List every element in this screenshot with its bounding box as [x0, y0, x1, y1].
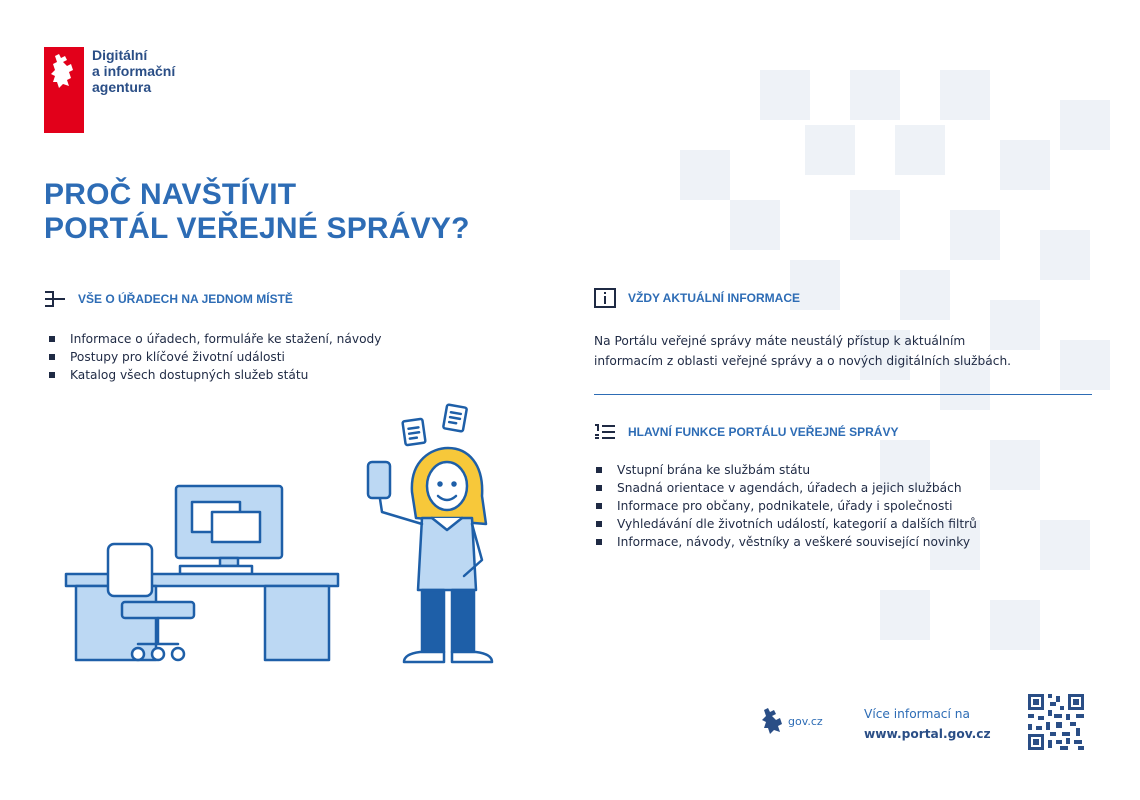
logo-text-line1: Digitální	[92, 47, 148, 63]
logo-red-block	[44, 47, 84, 133]
functions-list	[596, 461, 977, 551]
section-functions-title: HLAVNÍ FUNKCE PORTÁLU VEŘEJNÉ SPRÁVY	[628, 425, 899, 439]
gov-lion-icon	[760, 706, 784, 736]
section-current-heading	[594, 288, 800, 308]
logo-text-line3: agentura	[92, 79, 152, 95]
bullet-icon	[596, 503, 602, 509]
divider	[594, 394, 1092, 395]
section-current-line2: informacím z oblasti veřejné správy a o nových digitálních službách.	[594, 354, 1012, 368]
logo-text-line2: a informační	[92, 63, 176, 79]
bullet-icon	[49, 372, 55, 378]
sitemap-icon	[44, 290, 66, 308]
page-title	[44, 178, 470, 246]
bullet-icon	[596, 467, 602, 473]
lion-emblem-icon	[49, 52, 79, 92]
list-item: Vstupní brána ke službám státu	[596, 461, 977, 479]
more-info-text: Více informací na	[864, 707, 970, 721]
gov-logo	[760, 706, 823, 736]
info-icon	[594, 288, 616, 308]
bullet-icon	[49, 336, 55, 342]
list-item: Katalog všech dostupných služeb státu	[49, 366, 381, 384]
section-current-line1: Na Portálu veřejné správy máte neustálý přístup k aktuálním	[594, 334, 966, 348]
list-item: Informace pro občany, podnikatele, úřady i společnosti	[596, 497, 977, 515]
bullet-icon	[596, 539, 602, 545]
section-current-text	[594, 331, 1094, 371]
offices-list	[49, 330, 381, 384]
agency-logo	[44, 47, 175, 133]
portal-link[interactable]: www.portal.gov.cz	[864, 727, 991, 741]
list-item: Postupy pro klíčové životní události	[49, 348, 381, 366]
page-title-line2: PORTÁL VEŘEJNÉ SPRÁVY?	[44, 212, 470, 245]
bullet-icon	[596, 521, 602, 527]
section-functions-heading	[594, 423, 898, 441]
list-item: Informace, návody, věstníky a veškeré související novinky	[596, 533, 977, 551]
more-info	[864, 704, 991, 744]
gov-text: gov.cz	[788, 714, 823, 728]
list-item: Informace o úřadech, formuláře ke stažení, návody	[49, 330, 381, 348]
list-item: Snadná orientace v agendách, úřadech a jejich službách	[596, 479, 977, 497]
bullet-icon	[49, 354, 55, 360]
section-offices-title: VŠE O ÚŘADECH NA JEDNOM MÍSTĚ	[78, 292, 293, 306]
page-title-line1: PROČ NAVŠTÍVIT	[44, 178, 297, 211]
qr-code-icon[interactable]	[1026, 692, 1086, 752]
bullet-icon	[596, 485, 602, 491]
numbered-list-icon	[594, 423, 616, 441]
office-illustration	[60, 400, 500, 670]
list-item: Vyhledávání dle životních událostí, kategorií a dalších filtrů	[596, 515, 977, 533]
section-current-title: VŽDY AKTUÁLNÍ INFORMACE	[628, 291, 800, 305]
section-offices-heading	[44, 290, 293, 308]
